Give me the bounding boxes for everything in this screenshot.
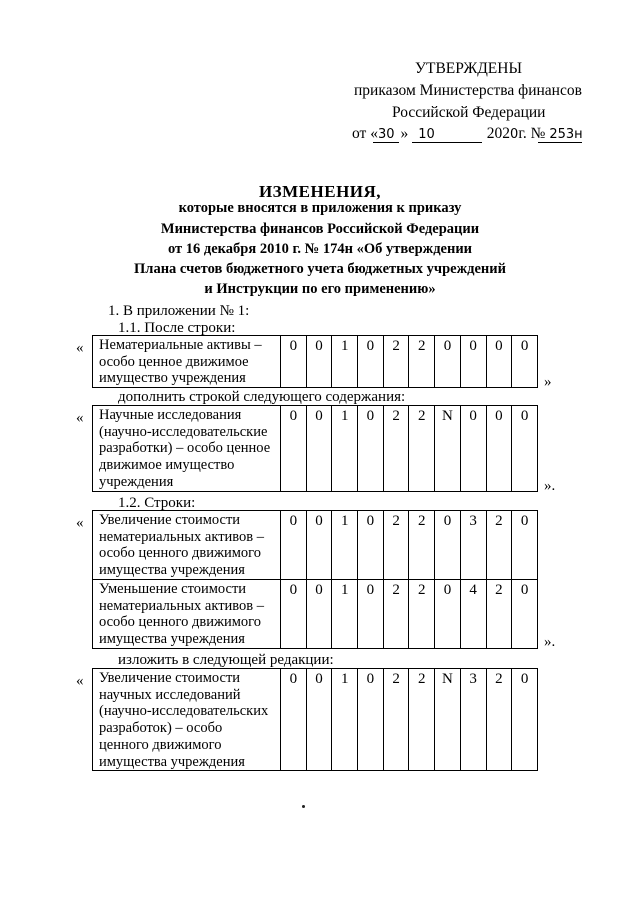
account-name-line: имущества учреждения [99, 630, 245, 647]
close-quote: » [544, 374, 552, 390]
number-underline [538, 142, 582, 143]
account-code-digit: 3 [460, 511, 486, 580]
account-code-digit: 2 [383, 511, 409, 580]
account-code-digit: 0 [281, 406, 307, 492]
heading-line: которые вносятся в приложения к приказу [178, 200, 462, 216]
date-year-postfix: г. № [518, 125, 546, 142]
account-code-digit: 0 [358, 406, 384, 492]
account-table-1 [92, 335, 538, 388]
account-name-cell [93, 336, 281, 388]
heading-line: Плана счетов бюджетного учета бюджетных учреждений [134, 261, 506, 277]
table-4-body [93, 669, 538, 771]
account-name-line: имущества учреждения [99, 562, 245, 579]
account-name-line: (научно-исследовательские [99, 423, 268, 440]
table-row [93, 669, 538, 771]
account-code-digit: 2 [409, 406, 435, 492]
account-code-digit: 0 [306, 406, 332, 492]
heading-line: от 16 декабря 2010 г. № 174н «Об утверждении [167, 241, 473, 257]
account-code-digit: 2 [383, 336, 409, 388]
order-number: 253н [549, 127, 583, 142]
month-underline [412, 142, 482, 143]
open-quote: « [76, 515, 84, 531]
item-1-2: 1.2. Строки: [118, 495, 196, 511]
item-1: 1. В приложении № 1: [108, 303, 250, 319]
account-code-digit: 3 [460, 669, 486, 771]
account-code-digit: 0 [512, 579, 538, 648]
account-code-digit: 2 [409, 579, 435, 648]
table-row [93, 579, 538, 648]
approval-date-line [352, 125, 583, 143]
account-code-digit: 2 [409, 669, 435, 771]
date-mid: » [400, 125, 409, 142]
restate-instruction: изложить в следующей редакции: [118, 652, 334, 668]
account-code-digit: 0 [306, 511, 332, 580]
account-code-digit: 1 [332, 669, 358, 771]
heading-line: и Инструкции по его применению» [204, 281, 436, 297]
account-code-digit: 0 [358, 669, 384, 771]
day-underline [373, 142, 399, 143]
account-code-digit: 2 [383, 579, 409, 648]
close-quote-dot: ». [544, 478, 556, 494]
open-quote: « [76, 340, 84, 356]
account-code-digit: 0 [281, 669, 307, 771]
account-name-line: нематериальных активов – [99, 528, 265, 545]
account-name-cell [93, 406, 281, 492]
date-month: 10 [418, 127, 435, 142]
account-code-digit: 2 [409, 336, 435, 388]
account-code-digit: 0 [460, 336, 486, 388]
table-row [93, 406, 538, 492]
account-code-digit: N [435, 406, 461, 492]
table-3-body [93, 511, 538, 649]
date-prefix: от « [352, 125, 378, 142]
date-year-suffix: 0 [510, 127, 519, 142]
account-name-cell [93, 511, 281, 580]
account-code-digit: 2 [486, 511, 512, 580]
account-code-digit: 0 [460, 406, 486, 492]
add-row-instruction: дополнить строкой следующего содержания: [118, 389, 406, 405]
account-table-2 [92, 405, 538, 492]
item-1-1: 1.1. После строки: [118, 320, 236, 336]
account-name-line: Уменьшение стоимости [99, 580, 247, 597]
table-2-body [93, 406, 538, 492]
changes-title: ИЗМЕНЕНИЯ, [258, 182, 382, 201]
account-code-digit: N [435, 669, 461, 771]
account-name-line: особо ценного движимого [99, 545, 261, 562]
account-name-line: ценного движимого [99, 736, 222, 753]
approval-order-line: приказом Министерства финансов [354, 82, 582, 99]
account-code-digit: 0 [281, 336, 307, 388]
account-name-line: особо ценного движимого [99, 614, 261, 631]
account-code-digit: 0 [281, 511, 307, 580]
account-name-line: разработки) – особо ценное [99, 440, 271, 457]
account-code-digit: 0 [358, 511, 384, 580]
account-code-digit: 1 [332, 336, 358, 388]
table-1-body [93, 336, 538, 388]
account-name-line: разработок) – особо [99, 720, 223, 737]
account-name-line: Научные исследования [99, 407, 242, 423]
account-code-digit: 0 [306, 336, 332, 388]
account-name-line: имущества учреждения [99, 753, 245, 770]
scan-speck [302, 805, 305, 808]
account-name-line: Увеличение стоимости [99, 512, 241, 528]
account-name-line: особо ценное движимое [99, 353, 249, 370]
account-code-digit: 0 [358, 579, 384, 648]
account-code-digit: 0 [435, 336, 461, 388]
account-name-line: (научно-исследовательских [99, 703, 269, 720]
account-code-digit: 2 [486, 579, 512, 648]
account-code-digit: 0 [512, 406, 538, 492]
table-row [93, 336, 538, 388]
account-name-line: Увеличение стоимости [99, 670, 241, 686]
open-quote: « [76, 410, 84, 426]
account-code-digit: 0 [512, 336, 538, 388]
account-name-cell [93, 669, 281, 771]
account-code-digit: 0 [435, 511, 461, 580]
account-code-digit: 2 [486, 669, 512, 771]
date-day: 30 [377, 127, 395, 142]
account-code-digit: 0 [486, 336, 512, 388]
account-code-digit: 0 [358, 336, 384, 388]
account-code-digit: 0 [435, 579, 461, 648]
account-name-line: имущество учреждения [99, 370, 246, 387]
account-code-digit: 4 [460, 579, 486, 648]
account-code-digit: 0 [306, 669, 332, 771]
account-code-digit: 0 [512, 511, 538, 580]
open-quote: « [76, 673, 84, 689]
account-code-digit: 0 [306, 579, 332, 648]
account-table-3 [92, 510, 538, 649]
account-name-line: учреждения [99, 473, 174, 490]
account-code-digit: 0 [512, 669, 538, 771]
account-name-line: Нематериальные активы – [99, 337, 262, 353]
approval-title: УТВЕРЖДЕНЫ [415, 60, 522, 77]
account-code-digit: 0 [486, 406, 512, 492]
account-name-line: движимое имущество [99, 457, 235, 474]
account-code-digit: 1 [332, 579, 358, 648]
account-code-digit: 2 [409, 511, 435, 580]
close-quote-dot: ». [544, 634, 556, 650]
date-year-prefix: 202 [486, 125, 511, 142]
account-code-digit: 1 [332, 511, 358, 580]
account-table-4 [92, 668, 538, 771]
account-code-digit: 0 [281, 579, 307, 648]
heading-line: Министерства финансов Российской Федерации [160, 221, 480, 237]
account-code-digit: 2 [383, 669, 409, 771]
account-name-line: научных исследований [99, 686, 241, 703]
account-name-cell [93, 579, 281, 648]
approval-ministry-line: Российской Федерации [392, 104, 546, 121]
table-row [93, 511, 538, 580]
account-name-line: нематериальных активов – [99, 597, 265, 614]
account-code-digit: 2 [383, 406, 409, 492]
account-code-digit: 1 [332, 406, 358, 492]
